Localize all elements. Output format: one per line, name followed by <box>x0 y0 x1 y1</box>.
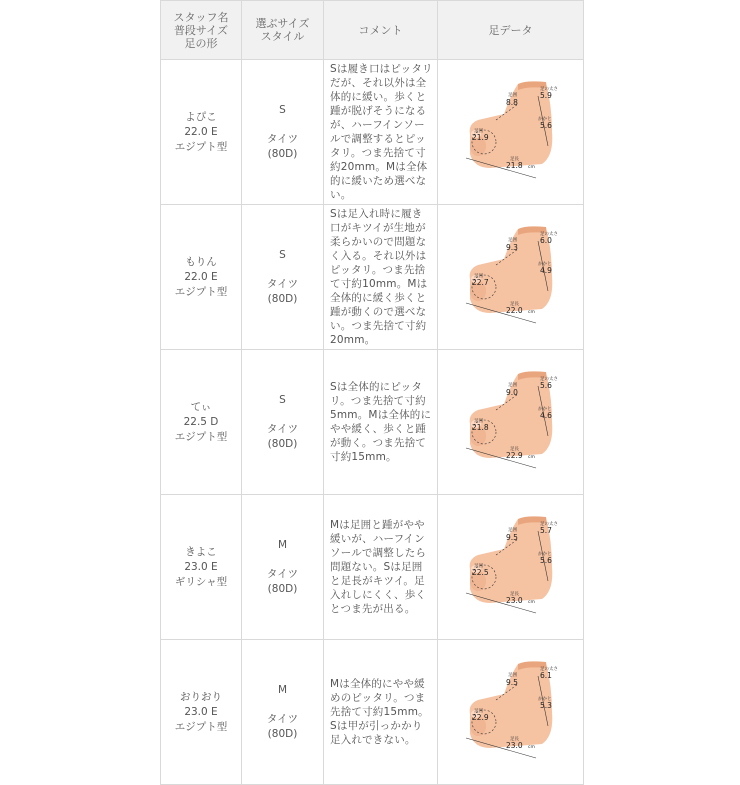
staff-cell <box>161 495 242 640</box>
foot-diagram <box>456 221 566 331</box>
label-width: 足の太さ <box>539 666 558 672</box>
chosen-size: S <box>279 393 286 406</box>
comment-cell <box>324 640 438 785</box>
usual-size: 23.0 E <box>184 705 218 718</box>
value-width: 5.9 <box>539 90 552 100</box>
comment-text: Mは全体的にやや緩めのピッタリ。つま先捨て寸約15mm。Sは甲が引っかかり足入れできない。 <box>330 678 429 746</box>
value-instep: 9.0 <box>505 387 518 397</box>
label-girth: 足囲 <box>473 273 483 279</box>
header-staff <box>161 1 242 60</box>
value-instep: 9.3 <box>505 242 518 252</box>
value-girth: 22.9 <box>471 712 489 722</box>
label-instep: 足囲 <box>507 672 517 678</box>
denier: (80D) <box>267 727 298 740</box>
staff-cell <box>161 60 242 205</box>
comment-cell <box>324 350 438 495</box>
size-cell <box>242 350 324 495</box>
header-size-line1: 選ぶサイズ <box>255 17 310 30</box>
label-instep: 足囲 <box>507 92 517 98</box>
chosen-size: S <box>279 103 286 116</box>
label-girth: 足囲 <box>473 418 483 424</box>
value-heel: 5.6 <box>539 555 552 565</box>
foot-diagram <box>456 656 566 766</box>
label-heel: かかと <box>537 551 551 557</box>
denier: (80D) <box>267 437 298 450</box>
style-type: タイツ <box>266 277 299 290</box>
label-length: 足長 <box>509 736 519 742</box>
value-heel: 5.6 <box>539 120 552 130</box>
unit-label: cm <box>527 599 535 605</box>
label-length: 足長 <box>509 301 519 307</box>
value-width: 5.6 <box>539 380 552 390</box>
label-width: 足の太さ <box>539 231 558 237</box>
staff-name: もりん <box>185 255 217 268</box>
value-instep: 9.5 <box>505 532 518 542</box>
foot-shape: エジプト型 <box>174 430 228 443</box>
usual-size: 22.0 E <box>184 125 218 138</box>
foot-shape: ギリシャ型 <box>174 575 228 588</box>
foot-diagram <box>456 511 566 621</box>
table-row <box>161 60 584 205</box>
value-width: 5.7 <box>539 525 552 535</box>
foot-shape: エジプト型 <box>174 720 228 733</box>
staff-name: おりおり <box>180 690 222 703</box>
label-heel: かかと <box>537 696 551 702</box>
value-instep: 8.8 <box>505 97 518 107</box>
value-girth: 21.9 <box>471 132 489 142</box>
unit-label: cm <box>527 744 535 750</box>
value-length: 22.9 <box>505 450 523 460</box>
header-comment: コメント <box>324 1 438 60</box>
staff-name: よぴこ <box>185 110 217 123</box>
value-girth: 22.7 <box>471 277 489 287</box>
value-girth: 22.5 <box>471 567 489 577</box>
label-length: 足長 <box>509 591 519 597</box>
size-cell <box>242 640 324 785</box>
size-cell <box>242 205 324 350</box>
label-length: 足長 <box>509 156 519 162</box>
table-row <box>161 205 584 350</box>
label-girth: 足囲 <box>473 708 483 714</box>
comment-text: Mは足囲と踵がやや緩いが、ハーフインソールで調整したら問題ない。Sは足囲と足長がキツイ。足入れしにくく、歩くとつま先が出る。 <box>330 519 427 615</box>
label-length: 足長 <box>509 446 519 452</box>
header-foot-data: 足データ <box>438 1 584 60</box>
staff-cell <box>161 205 242 350</box>
header-size <box>242 1 324 60</box>
usual-size: 22.0 E <box>184 270 218 283</box>
foot-shape: エジプト型 <box>174 140 228 153</box>
label-girth: 足囲 <box>473 563 483 569</box>
comment-text: Sは履き口はピッタリだが、それ以外は全体的に緩い。歩くと踵が脱げそうになるが、ハーフインソールで調整するとピッタリ。つま先捨て寸約20mm。Mは全体的に緩いため選べない。 <box>330 63 433 201</box>
unit-label: cm <box>527 164 535 170</box>
label-heel: かかと <box>537 406 551 412</box>
staff-size-table <box>160 0 584 785</box>
staff-name: きよこ <box>185 545 217 558</box>
staff-cell <box>161 350 242 495</box>
value-width: 6.0 <box>539 235 552 245</box>
value-heel: 5.3 <box>539 700 552 710</box>
foot-data-cell <box>438 60 584 205</box>
usual-size: 23.0 E <box>184 560 218 573</box>
label-girth: 足囲 <box>473 128 483 134</box>
table-row <box>161 495 584 640</box>
label-instep: 足囲 <box>507 527 517 533</box>
style-type: タイツ <box>266 712 299 725</box>
value-heel: 4.9 <box>539 265 552 275</box>
size-cell <box>242 60 324 205</box>
size-comparison-panel <box>160 0 583 750</box>
value-heel: 4.6 <box>539 410 552 420</box>
header-staff-line3: 足の形 <box>184 36 218 50</box>
value-length: 23.0 <box>505 595 523 605</box>
header-staff-line1: スタッフ名 <box>173 10 229 24</box>
foot-data-cell <box>438 640 584 785</box>
foot-data-cell <box>438 350 584 495</box>
header-size-line2: スタイル <box>260 30 305 43</box>
comment-cell <box>324 205 438 350</box>
usual-size: 22.5 D <box>183 415 219 428</box>
label-instep: 足囲 <box>507 382 517 388</box>
label-instep: 足囲 <box>507 237 517 243</box>
chosen-size: M <box>277 683 288 696</box>
table-header-row <box>161 1 584 60</box>
header-staff-line2: 普段サイズ <box>173 23 229 37</box>
label-heel: かかと <box>537 261 551 267</box>
comment-text: Sは全体的にピッタリ。つま先捨て寸約5mm。Mは全体的にやや緩く、歩くと踵が動く。つま先捨て寸約15mm。 <box>330 381 432 463</box>
unit-label: cm <box>527 454 535 460</box>
foot-data-cell <box>438 205 584 350</box>
chosen-size: S <box>279 248 286 261</box>
value-instep: 9.5 <box>505 677 518 687</box>
value-girth: 21.8 <box>471 422 489 432</box>
foot-shape: エジプト型 <box>174 285 228 298</box>
foot-diagram <box>456 366 566 476</box>
value-length: 23.0 <box>505 740 523 750</box>
value-length: 22.0 <box>505 305 523 315</box>
size-cell <box>242 495 324 640</box>
label-width: 足の太さ <box>539 521 558 527</box>
foot-data-cell <box>438 495 584 640</box>
table-row <box>161 640 584 785</box>
staff-cell <box>161 640 242 785</box>
staff-name: てぃ <box>190 400 212 413</box>
comment-cell <box>324 60 438 205</box>
denier: (80D) <box>267 582 298 595</box>
denier: (80D) <box>267 292 298 305</box>
comment-text: Sは足入れ時に履き口がキツイが生地が柔らかいので問題なく入る。それ以外はピッタリ。つま先捨て寸約10mm。Mは全体的に緩く歩くと踵が動くので選べない。つま先捨て寸約20mm。 <box>330 208 428 346</box>
style-type: タイツ <box>266 422 299 435</box>
comment-cell <box>324 495 438 640</box>
value-width: 6.1 <box>539 670 552 680</box>
unit-label: cm <box>527 309 535 315</box>
label-width: 足の太さ <box>539 86 558 92</box>
style-type: タイツ <box>266 132 299 145</box>
label-width: 足の太さ <box>539 376 558 382</box>
denier: (80D) <box>267 147 298 160</box>
value-length: 21.8 <box>505 160 523 170</box>
chosen-size: M <box>277 538 288 551</box>
label-heel: かかと <box>537 116 551 122</box>
style-type: タイツ <box>266 567 299 580</box>
table-row <box>161 350 584 495</box>
foot-diagram <box>456 76 566 186</box>
